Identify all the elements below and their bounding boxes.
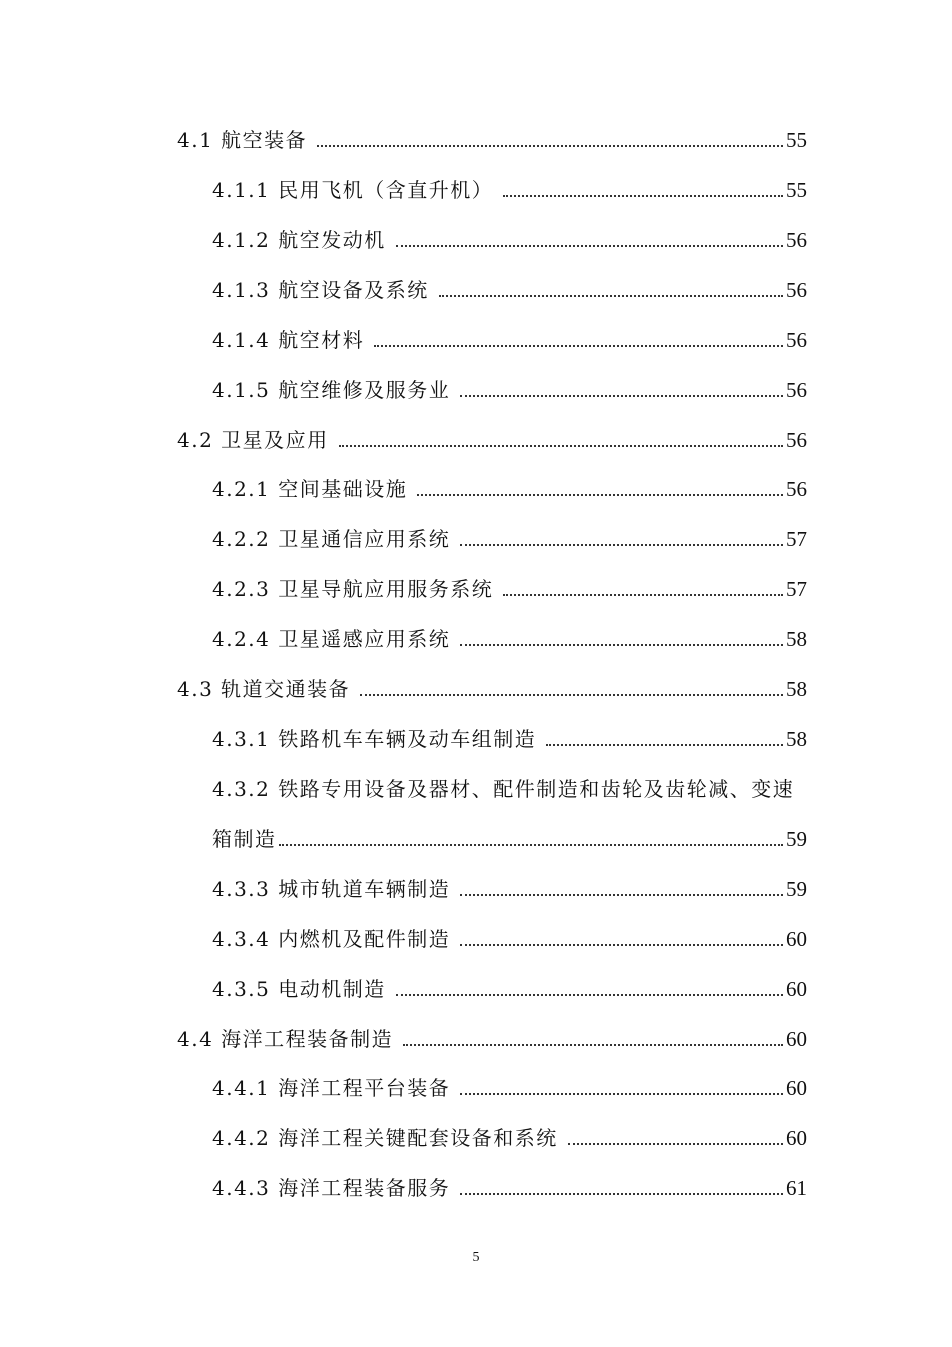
toc-entry[interactable] — [0, 1123, 952, 1153]
toc-entry-label: 4.1.3 航空设备及系统 — [212, 278, 429, 302]
toc-entry[interactable] — [0, 874, 952, 904]
dot-leader — [460, 1193, 783, 1195]
toc-entry[interactable] — [0, 574, 952, 604]
dot-leader — [503, 594, 783, 596]
toc-entry-page: 55 — [786, 128, 807, 152]
toc-entry-label: 4.3.5 电动机制造 — [212, 977, 386, 1001]
toc-entry-label: 4.4.3 海洋工程装备服务 — [212, 1176, 451, 1200]
toc-entry[interactable] — [0, 1173, 952, 1203]
toc-entry[interactable] — [0, 924, 952, 954]
toc-entry-page: 60 — [786, 977, 807, 1001]
toc-entry-page: 61 — [786, 1176, 807, 1200]
toc-entry-page: 58 — [786, 727, 807, 751]
toc-entry-label: 4.3 轨道交通装备 — [177, 677, 351, 701]
toc-entry-label: 4.1.4 航空材料 — [212, 328, 365, 352]
toc-entry-label: 4.2 卫星及应用 — [177, 428, 329, 452]
toc-entry-label: 4.1 航空装备 — [177, 128, 308, 152]
toc-entry[interactable] — [0, 275, 952, 305]
dot-leader — [460, 894, 783, 896]
toc-entry[interactable] — [0, 375, 952, 405]
toc-entry-page: 56 — [786, 477, 807, 501]
page-number: 5 — [472, 1250, 480, 1265]
toc-entry-label-continuation: 箱制造 — [212, 827, 277, 851]
toc-entry-page: 59 — [786, 827, 807, 851]
toc-entry-page: 56 — [786, 278, 807, 302]
toc-entry[interactable] — [0, 524, 952, 554]
toc-entry-label: 4.3.1 铁路机车车辆及动车组制造 — [212, 727, 537, 751]
toc-entry[interactable] — [0, 474, 952, 504]
toc-entry[interactable] — [0, 125, 952, 155]
dot-leader — [279, 844, 784, 846]
toc-entry[interactable] — [0, 175, 952, 205]
toc-entry[interactable] — [0, 624, 952, 654]
toc-entry-label: 4.2.2 卫星通信应用系统 — [212, 527, 451, 551]
toc-entry-page: 58 — [786, 627, 807, 651]
dot-leader — [460, 544, 783, 546]
toc-entry-label: 4.1.2 航空发动机 — [212, 228, 386, 252]
toc-entry-label: 4.3.4 内燃机及配件制造 — [212, 927, 451, 951]
toc-entry-label: 4.3.3 城市轨道车辆制造 — [212, 877, 451, 901]
toc-entry-label: 4.1.1 民用飞机（含直升机） — [212, 178, 494, 202]
dot-leader — [568, 1143, 783, 1145]
dot-leader — [374, 345, 783, 347]
dot-leader — [403, 1044, 783, 1046]
toc-entry-label: 4.4.2 海洋工程关键配套设备和系统 — [212, 1126, 558, 1150]
toc-entry[interactable] — [0, 225, 952, 255]
toc-entry[interactable] — [0, 974, 952, 1004]
toc-entry[interactable] — [0, 1024, 952, 1054]
dot-leader — [339, 445, 783, 447]
toc-entry-page: 57 — [786, 577, 807, 601]
dot-leader — [360, 694, 783, 696]
toc-entry-label: 4.2.4 卫星遥感应用系统 — [212, 627, 451, 651]
toc-entry-page: 56 — [786, 328, 807, 352]
toc-entry-page: 57 — [786, 527, 807, 551]
dot-leader — [460, 944, 783, 946]
dot-leader — [417, 494, 783, 496]
dot-leader — [460, 644, 783, 646]
toc-entry[interactable] — [0, 325, 952, 355]
dot-leader — [396, 994, 783, 996]
toc-entry-label: 4.2.1 空间基础设施 — [212, 477, 408, 501]
dot-leader — [503, 195, 783, 197]
dot-leader — [317, 145, 783, 147]
toc-entry-page: 60 — [786, 927, 807, 951]
toc-entry-page: 60 — [786, 1076, 807, 1100]
toc-entry-page: 56 — [786, 428, 807, 452]
dot-leader — [396, 245, 783, 247]
dot-leader — [546, 744, 783, 746]
toc-entry-page: 56 — [786, 228, 807, 252]
toc-entry-label: 4.2.3 卫星导航应用服务系统 — [212, 577, 494, 601]
toc-entry-multiline[interactable] — [0, 774, 952, 854]
toc-entry-page: 58 — [786, 677, 807, 701]
toc-entry[interactable] — [0, 724, 952, 754]
dot-leader — [439, 295, 783, 297]
toc-entry-page: 60 — [786, 1027, 807, 1051]
toc-entry-label: 4.4.1 海洋工程平台装备 — [212, 1076, 451, 1100]
toc-entry-label: 4.4 海洋工程装备制造 — [177, 1027, 394, 1051]
toc-entry-label: 4.3.2 铁路专用设备及器材、配件制造和齿轮及齿轮减、变速 — [212, 777, 795, 801]
toc-entry[interactable] — [0, 425, 952, 455]
toc-entry-page: 56 — [786, 378, 807, 402]
toc-entry[interactable] — [0, 1073, 952, 1103]
toc-entry-page: 59 — [786, 877, 807, 901]
dot-leader — [460, 395, 783, 397]
toc-entry-page: 60 — [786, 1126, 807, 1150]
dot-leader — [460, 1093, 783, 1095]
toc-entry[interactable] — [0, 674, 952, 704]
toc-entry-page: 55 — [786, 178, 807, 202]
toc-entry-label: 4.1.5 航空维修及服务业 — [212, 378, 451, 402]
